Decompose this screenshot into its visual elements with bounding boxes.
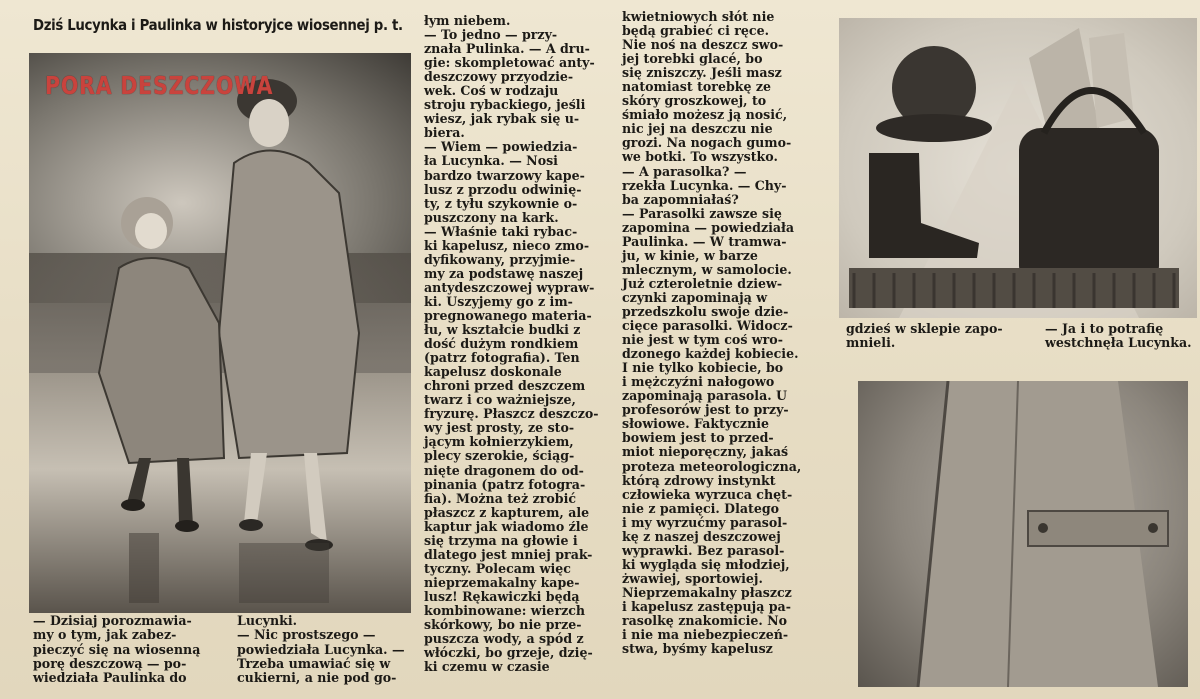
raincoat-illustration [858, 381, 1188, 687]
article-headline: Dziś Lucynka i Paulinka w historyjce wiosennej p. t. [33, 16, 403, 34]
text-column-middle-bottom: Lucynki. — Nic prostszego — powiedziała Lucynka. — Trzeba umawiać się w cukierni, a nie pod go- [237, 613, 405, 686]
figures-illustration [29, 53, 411, 613]
photo-mother-and-daughter [29, 53, 411, 613]
photo-title-pora-deszczowa: PORA DESZCZOWA [45, 71, 274, 100]
text-column-3: kwietniowych słót nie będą grabieć ci ręce. Nie noś na deszcz swo- jej torebki glacé, bo się zniszczy. Jeśli masz natomiast torebkę ze skóry groszkowej, to śmiało możesz ją nosić, nic jej na deszczu nie grozi. Na nogach gumo- we botki. To wszystko. — A parasolka? — rzekła Lucynka. — Chy- ba zapomniałaś? — Parasolki zawsze się zapomina — powiedziała Paulinka. — W tramwa- ju, w kinie, w barze mlecznym, w samolocie. Już czteroletnie dziew- czynki zapominają w przedszkolu swoje dzie- cięce parasolki. Widocz- nie jest w tym coś wro- dzonego każdej kobiecie. I nie tylko kobiecie, bo i mężczyźni nałogowo zapominają parasola. U profesorów jest to przy- słowiowe. Faktycznie bowiem jest to przed- miot nieporęczny, jakaś proteza meteorologiczna, którą zdrowy instynkt człowieka wyrzuca chęt- nie z pamięci. Dlatego i my wyrzućmy parasol- kę z naszej deszczowej wyprawki. Bez parasol- ki wygląda się młodziej, żwawiej, sportowiej. Nieprzemakalny płaszcz i kapelusz zastępują pa- rasolkę znakomicie. No i nie ma niebezpieczeń- stwa, byśmy kapelusz [622, 9, 802, 657]
text-column-left-bottom: — Dzisiaj porozmawia- my o tym, jak zabez- pieczyć się na wiosenną porę deszczową — po- wiedziała Paulinka do [33, 613, 201, 686]
accessories-illustration [839, 18, 1197, 318]
photo-accessories [839, 18, 1197, 318]
photo-raincoat-back [858, 381, 1188, 687]
text-right-b: — Ja i to potrafię westchnęła Lucynka. [1045, 321, 1192, 351]
text-column-2: łym niebem. — To jedno — przy- znała Pulinka. — A dru- gie: skompletować anty- deszczowy przyodzie- wek. Coś w rodzaju stroju rybackiego, jeśli wiesz, jak rybak się u- biera. — Wiem — powiedzia- ła Lucynka. — Nosi bardzo twarzowy kape- lusz z przodu odwinię- ty, z tyłu szykownie o- puszczony na kark. — Właśnie taki rybac- ki kapelusz, nieco zmo- dyfikowany, przyjmie- my za podstawę naszej antydeszczowej wypraw- ki. Uszyjemy go z im- pregnowanego materia- łu, w kształcie budki z dość dużym rondkiem (patrz fotografia). Ten kapelusz doskonale chroni przed deszczem twarz i co ważniejsze, fryzurę. Płaszcz deszczo- wy jest prosty, ze sto- jącym kołnierzykiem, plecy szerokie, ściąg- nięte dragonem do od- pinania (patrz fotogra- fia). Można też zrobić płaszcz z kapturem, ale kaptur jak wiadomo źle się trzyma na głowie i dlatego jest mniej prak- tyczny. Polecam więc nieprzemakalny kape- lusz! Rękawiczki będą kombinowane: wierzch skórkowy, bo nie prze- puszcza wody, a spód z włóczki, bo grzeje, dzię- ki czemu w czasie [424, 13, 599, 675]
text-right-a: gdzieś w sklepie zapo- mnieli. [846, 321, 1003, 351]
